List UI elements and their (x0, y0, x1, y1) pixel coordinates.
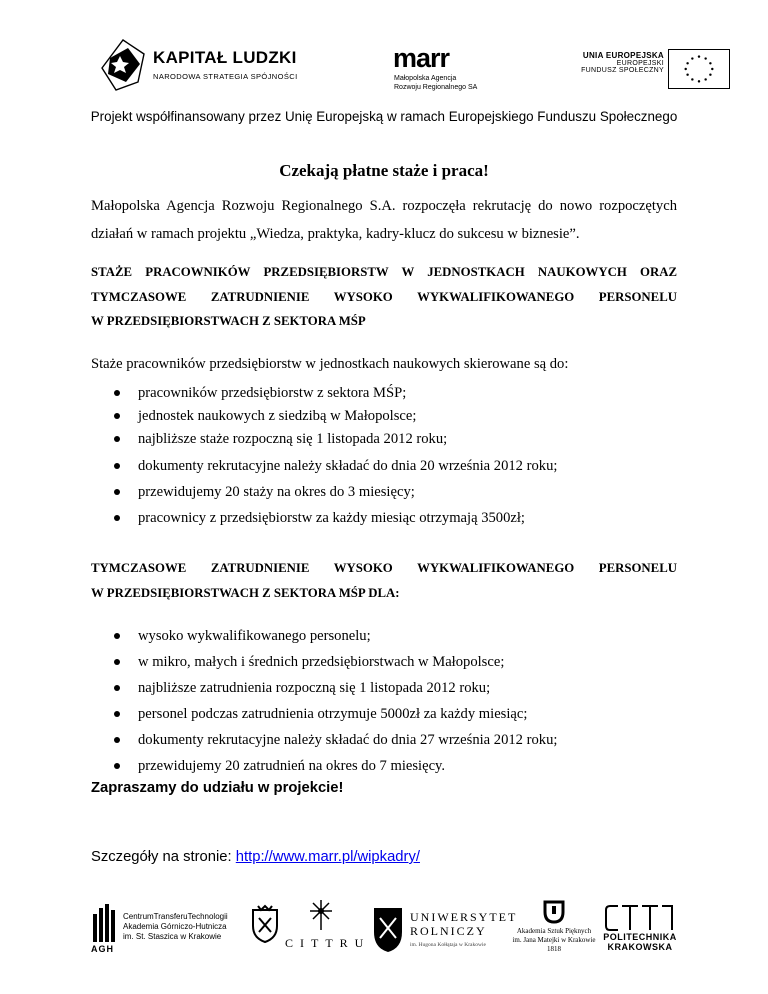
list-item-text: wysoko wykwalifikowanego personelu; (138, 628, 371, 644)
details-link[interactable]: http://www.marr.pl/wipkadry/ (235, 849, 420, 865)
ur-line-3: im. Hugona Kołłątaja w Krakowie (410, 942, 486, 948)
agh-line-1: CentrumTransferuTechnologii (123, 912, 228, 921)
agh-logo (91, 900, 241, 960)
agh-letters: AGH (91, 944, 114, 954)
list-item (0, 406, 768, 426)
pk-emblem-icon (604, 904, 676, 932)
list-item (0, 652, 768, 672)
section-1-lead: Staże pracowników przedsiębiorstw w jednostkach naukowych skierowane są do: (91, 356, 569, 372)
list-item (0, 508, 768, 528)
eu-line-1: UNIA EUROPEJSKA (582, 51, 664, 60)
list-item-text: przewidujemy 20 zatrudnień na okres do 7 miesięcy. (138, 758, 446, 774)
list-item-text: najbliższe zatrudnienia rozpoczną się 1 listopada 2012 roku; (138, 680, 491, 696)
cittru-logo (250, 900, 371, 956)
asp-line-1: Akademia Sztuk Pięknych (516, 927, 592, 935)
asp-emblem-icon (542, 900, 566, 924)
list-item-text: jednostek naukowych z siedzibą w Małopolsce; (138, 408, 417, 424)
list-item-text: dokumenty rekrutacyjne należy składać do dnia 27 września 2012 roku; (138, 732, 558, 748)
list-item (0, 678, 768, 698)
bullet-icon (114, 436, 120, 442)
section-2-heading (91, 556, 677, 605)
bullet-icon (114, 737, 120, 743)
list-item (0, 730, 768, 750)
cittru-wordmark: CITTRU (285, 936, 371, 950)
list-item (0, 704, 768, 724)
ur-logo (372, 902, 518, 958)
marr-wordmark: marr (393, 43, 450, 73)
list-item-text: pracownicy z przedsiębiorstw za każdy miesiąc otrzymają 3500zł; (138, 510, 525, 526)
agh-line-3: im. St. Staszica w Krakowie (123, 932, 222, 941)
eu-line-3: FUNDUSZ SPOŁECZNY (581, 67, 664, 74)
bullet-icon (114, 633, 120, 639)
list-item-text: dokumenty rekrutacyjne należy składać do dnia 20 września 2012 roku; (138, 458, 558, 474)
section-2-heading-line: TYMCZASOWE ZATRUDNIENIE WYSOKO WYKWALIFIKOWANEGO PERSONELU (91, 561, 677, 575)
section-1-heading-line: STAŻE PRACOWNIKÓW PRZEDSIĘBIORSTW W JEDNOSTKACH NAUKOWYCH ORAZ (91, 265, 677, 279)
document-title: Czekają płatne staże i praca! (279, 161, 489, 180)
section-1-heading-line: W PRZEDSIĘBIORSTWACH Z SEKTORA MŚP (91, 314, 366, 328)
list-item-text: przewidujemy 20 staży na okres do 3 miesięcy; (138, 484, 415, 500)
details-label: Szczegóły na stronie: (91, 849, 236, 865)
bullet-icon (114, 463, 120, 469)
pk-line-1: POLITECHNIKA (603, 932, 677, 942)
bullet-icon (114, 515, 120, 521)
crest-icon (250, 904, 280, 944)
list-item (0, 756, 768, 776)
agh-line-2: Akademia Górniczo-Hutnicza (123, 922, 227, 931)
marr-line-2: Rozwoju Regionalnego SA (394, 84, 478, 91)
eu-texts (581, 51, 664, 74)
bullet-icon (114, 659, 120, 665)
list-item-text: pracowników przedsiębiorstw z sektora MŚP; (138, 385, 407, 401)
ur-line-2: ROLNICZY (410, 924, 487, 938)
section-1-heading (91, 260, 677, 334)
list-item-text: w mikro, małych i średnich przedsiębiorstwach w Małopolsce; (138, 654, 505, 670)
kapital-ludzki-emblem-icon (98, 38, 148, 92)
agh-emblem-icon (91, 904, 119, 942)
ur-line-1: UNIWERSYTET (410, 910, 518, 924)
bullet-icon (114, 390, 120, 396)
asp-logo (508, 900, 600, 958)
intro-paragraph: Małopolska Agencja Rozwoju Regionalnego S.A. rozpoczęła rekrutację do nowo rozpoczętych działań w ramach projektu „Wiedza, praktyka, kadry-klucz do sukcesu w biznesie”. (91, 198, 677, 242)
cittru-star-icon (310, 900, 332, 930)
kapital-ludzki-logo (98, 38, 298, 94)
bullet-icon (114, 413, 120, 419)
eu-logo (581, 47, 734, 95)
bullet-icon (114, 711, 120, 717)
eu-flag-icon (668, 49, 730, 89)
eu-line-2: EUROPEJSKI (616, 60, 664, 67)
list-item-text: personel podczas zatrudnienia otrzymuje 5000zł za każdy miesiąc; (138, 706, 528, 722)
details-line (91, 849, 420, 865)
ur-crest-icon (372, 904, 404, 954)
list-item-text: najbliższe staże rozpoczną się 1 listopada 2012 roku; (138, 431, 448, 447)
bullet-icon (114, 685, 120, 691)
kapital-ludzki-subtitle: NARODOWA STRATEGIA SPÓJNOŚCI (153, 72, 298, 81)
pk-logo (600, 904, 680, 950)
kapital-ludzki-title: KAPITAŁ LUDZKI (153, 48, 297, 67)
list-item (0, 626, 768, 646)
section-2-heading-line: W PRZEDSIĘBIORSTWACH Z SEKTORA MŚP DLA: (91, 585, 400, 600)
invitation-text: Zapraszamy do udziału w projekcie! (91, 780, 344, 796)
list-item (0, 429, 768, 449)
marr-line-1: Małopolska Agencja (394, 75, 457, 82)
list-item (0, 456, 768, 476)
list-item (0, 383, 768, 403)
cofinancing-statement: Projekt współfinansowany przez Unię Europejską w ramach Europejskiego Funduszu Społecznego (90, 109, 678, 124)
asp-line-2: im. Jana Matejki w Krakowie (512, 936, 596, 944)
list-item (0, 482, 768, 502)
bullet-icon (114, 763, 120, 769)
pk-line-2: KRAKOWSKA (607, 942, 673, 952)
bullet-icon (114, 489, 120, 495)
marr-logo (388, 43, 498, 99)
section-1-heading-line: TYMCZASOWE ZATRUDNIENIE WYSOKO WYKWALIFIKOWANEGO PERSONELU (91, 289, 677, 304)
asp-line-3: 1818 (547, 945, 561, 953)
